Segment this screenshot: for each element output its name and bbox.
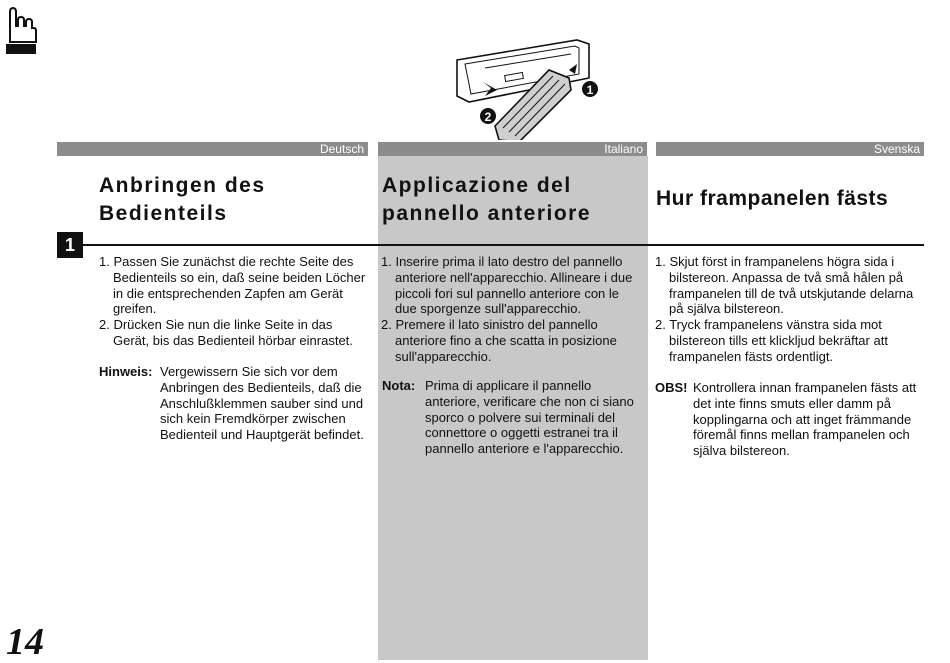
- language-bar-italiano: Italiano: [378, 142, 647, 156]
- step-italiano-1: 1. Inserire prima il lato destro del pannello anteriore nell'apparecchio. Allineare i due piccoli fori sul pannello anteriore con le due sporgenze sull'apparecchio.: [381, 254, 633, 317]
- note-svenska-label: OBS!: [655, 380, 688, 395]
- title-deutsch: [99, 172, 266, 228]
- pointing-hand-icon: [4, 6, 38, 56]
- faceplate-illustration: [445, 30, 605, 140]
- note-italiano: [382, 378, 644, 478]
- step-svenska-1: 1. Skjut först in frampanelens högra sida i bilstereon. Anpassa de två små hålen på frampanelen till de två utskjutande delarna på själva bilstereon.: [655, 254, 914, 317]
- title-italiano: [382, 172, 591, 228]
- note-svenska: [655, 380, 925, 470]
- title-deutsch-line2: Bedienteils: [99, 202, 228, 225]
- steps-deutsch: [99, 254, 369, 349]
- note-deutsch: [99, 364, 371, 464]
- steps-svenska: [655, 254, 925, 365]
- language-bar-svenska: Svenska: [656, 142, 924, 156]
- steps-italiano: [381, 254, 643, 365]
- language-bar-deutsch: Deutsch: [57, 142, 368, 156]
- title-deutsch-line1: Anbringen des: [99, 174, 266, 197]
- step-svenska-2: 2. Tryck frampanelens vänstra sida mot bilstereon tills ett klickljud bekräftar att frampanelen fästs ordentligt.: [655, 317, 888, 364]
- title-italiano-line1: Applicazione del: [382, 174, 572, 197]
- page-number: 14: [6, 621, 44, 663]
- step-italiano-2: 2. Premere il lato sinistro del pannello anteriore fino a che scatta in posizione sull'apparecchio.: [381, 317, 617, 364]
- title-svenska: Hur frampanelen fästs: [656, 187, 889, 210]
- title-italiano-line2: pannello anteriore: [382, 202, 592, 225]
- section-rule: [58, 244, 924, 246]
- callout-2: 2: [484, 110, 492, 124]
- step-deutsch-1: 1. Passen Sie zunächst die rechte Seite des Bedienteils so ein, daß seine beiden Löcher in die entsprechenden Zapfen am Gerät greifen.: [99, 254, 366, 317]
- callout-1: 1: [586, 83, 594, 97]
- note-svenska-text: Kontrollera innan frampanelen fästs att det inte finns smuts eller damm på kopplingarna och att inget främmande föremål finns mellan frampanelen och själva bilstereon.: [693, 380, 917, 459]
- step-number-badge: 1: [57, 232, 83, 258]
- note-italiano-label: Nota:: [382, 378, 416, 393]
- note-italiano-text: Prima di applicare il pannello anteriore, verificare che non ci siano sporco o polvere sui terminali del connettore o oggetti estranei tra il pannello anteriore e l'apparecchio.: [425, 378, 634, 457]
- note-deutsch-label: Hinweis:: [99, 364, 153, 379]
- step-deutsch-2: 2. Drücken Sie nun die linke Seite in das Gerät, bis das Bedienteil hörbar einrastet.: [99, 317, 353, 348]
- note-deutsch-text: Vergewissern Sie sich vor dem Anbringen des Bedienteils, daß die Anschlußklemmen sauber sind und sich kein Fremdkörper zwischen Bedienteil und Hauptgerät befindet.: [160, 364, 364, 443]
